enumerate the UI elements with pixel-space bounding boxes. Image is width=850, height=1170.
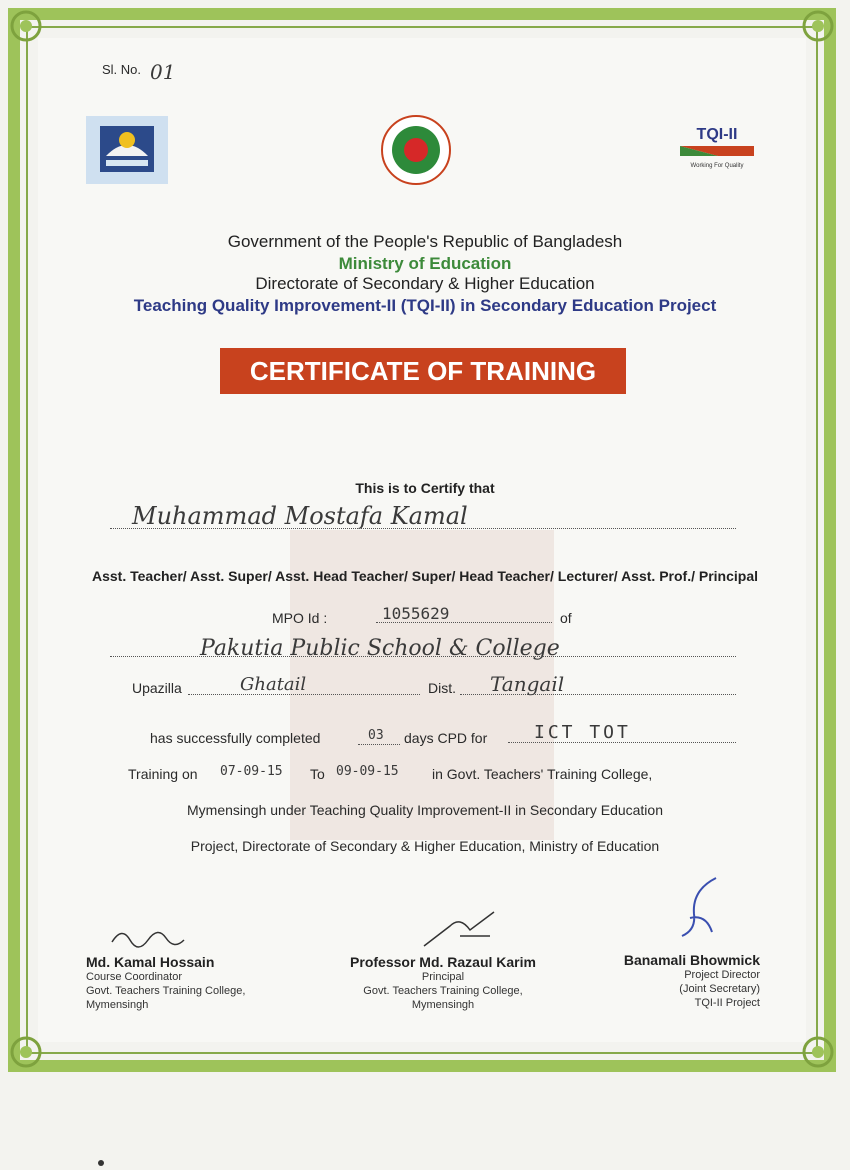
upazilla-value: Ghatail xyxy=(240,674,307,695)
days-underline xyxy=(358,744,400,745)
district-value: Tangail xyxy=(490,672,565,696)
certify-line: This is to Certify that xyxy=(355,480,495,496)
corner-ornament-icon xyxy=(4,4,48,48)
course-value: ICT TOT xyxy=(534,722,631,743)
signatory-name: Md. Kamal Hossain xyxy=(86,954,215,970)
certificate-title: CERTIFICATE OF TRAINING xyxy=(220,348,626,394)
tqi-tagline: Working For Quality xyxy=(690,163,744,169)
days-value: 03 xyxy=(368,728,384,743)
signatory-title: Mymensingh xyxy=(411,999,475,1011)
signatory-title: TQI-II Project xyxy=(694,997,760,1009)
name-underline xyxy=(110,528,736,529)
body-line-3: Mymensingh under Teaching Quality Improvement-II in Secondary Education xyxy=(187,802,663,818)
training-on-label: Training on xyxy=(128,766,198,782)
directorate-line: Directorate of Secondary & Higher Education xyxy=(255,274,595,293)
institution-name: Pakutia Public School & College xyxy=(200,636,560,661)
government-seal xyxy=(380,114,452,186)
signatory-title: Course Coordinator xyxy=(86,971,182,983)
scan-speck xyxy=(98,1160,104,1166)
training-location: in Govt. Teachers' Training College, xyxy=(432,766,653,782)
tqi-logo xyxy=(678,126,756,168)
mpo-underline xyxy=(376,622,552,623)
signatory-name: Professor Md. Razaul Karim xyxy=(350,954,536,970)
mpo-value: 1055629 xyxy=(382,604,450,623)
corner-ornament-icon xyxy=(4,1030,48,1074)
serial-label: Sl. No. xyxy=(102,62,142,77)
project-line: Teaching Quality Improvement-II (TQI-II) in Secondary Education Project xyxy=(133,296,717,315)
signatory-title: Principal xyxy=(421,971,465,983)
signatory-name: Banamali Bhowmick xyxy=(623,952,760,968)
to-label: To xyxy=(310,766,325,782)
body-line-4: Project, Directorate of Secondary & Higher Education, Ministry of Education xyxy=(190,838,660,854)
signature-mark-2 xyxy=(420,906,500,952)
government-line: Government of the People's Republic of Bangladesh xyxy=(227,232,623,251)
ministry-line: Ministry of Education xyxy=(338,254,512,273)
district-underline xyxy=(460,694,736,695)
institution-underline xyxy=(110,656,736,657)
corner-ornament-icon xyxy=(796,4,840,48)
course-underline xyxy=(508,742,736,743)
start-date: 07-09-15 xyxy=(220,764,283,779)
upazilla-underline xyxy=(188,694,420,695)
signatory-3 xyxy=(610,952,760,1010)
signatory-2 xyxy=(340,954,546,1012)
signatory-title: Govt. Teachers Training College, xyxy=(363,985,523,997)
corner-ornament-icon xyxy=(796,1030,840,1074)
mpo-label: MPO Id : xyxy=(272,610,328,626)
signatory-title: Project Director xyxy=(684,969,760,981)
signature-mark-1 xyxy=(108,922,188,956)
ttc-logo xyxy=(86,116,168,184)
signature-mark-3 xyxy=(672,874,724,944)
district-label: Dist. xyxy=(428,680,456,696)
signatory-title: Mymensingh xyxy=(86,999,149,1011)
end-date: 09-09-15 xyxy=(336,764,399,779)
completed-text: has successfully completed xyxy=(150,730,321,746)
signatory-1 xyxy=(86,954,245,1012)
upazilla-label: Upazilla xyxy=(132,680,182,696)
serial-number: 01 xyxy=(150,60,176,84)
designation-options: Asst. Teacher/ Asst. Super/ Asst. Head Teacher/ Super/ Head Teacher/ Lecturer/ Asst. Prof./ Principal xyxy=(91,568,758,584)
signatory-title: Govt. Teachers Training College, xyxy=(86,985,246,997)
of-label: of xyxy=(560,610,572,626)
tqi-logo-text: TQI-II xyxy=(696,126,738,143)
cpd-text: days CPD for xyxy=(404,730,488,746)
recipient-name: Muhammad Mostafa Kamal xyxy=(132,502,468,530)
signatory-title: (Joint Secretary) xyxy=(679,983,760,995)
